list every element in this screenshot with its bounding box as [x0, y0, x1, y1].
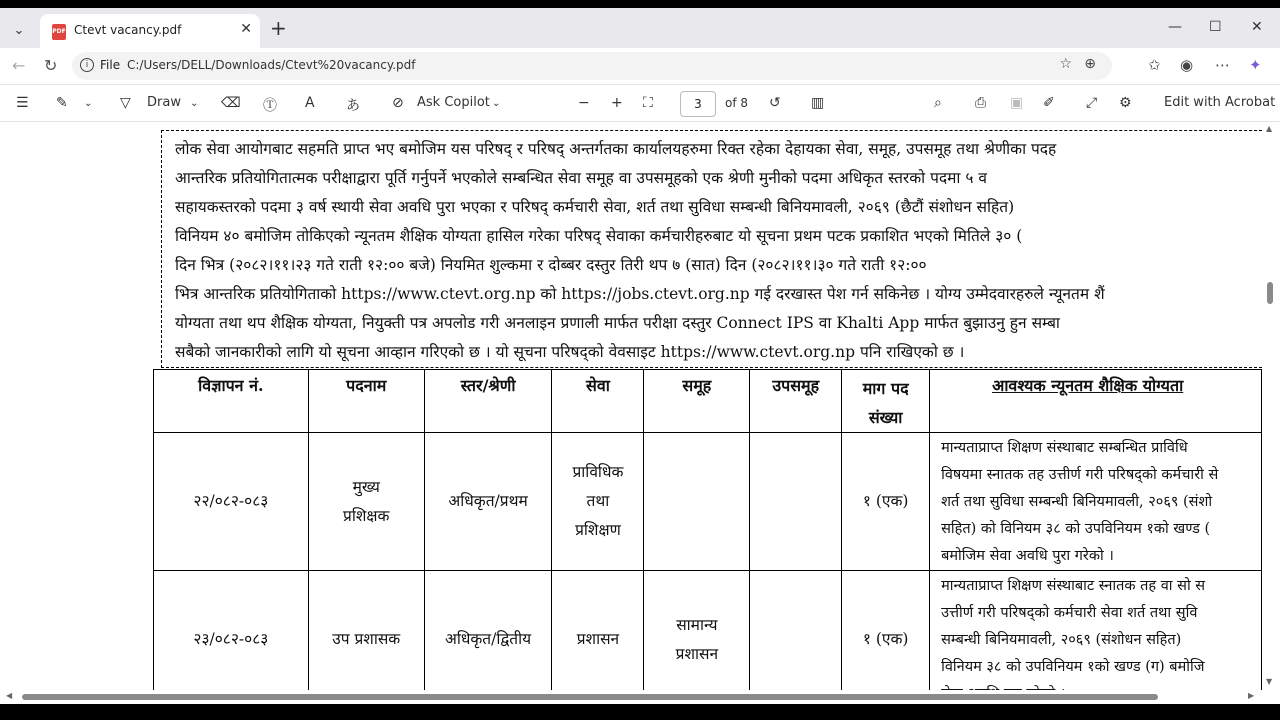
draw-dropdown-chevron-icon[interactable]: ⌄ [190, 98, 199, 109]
notice-line: दिन भित्र (२०८२।११।२३ गते राती १२:०० बजे) नियमित शुल्कमा र दोब्बर दस्तुर तिरी थप ७ (सात) दिन (२०८२।११।३० गते राती १२:०० [175, 256, 927, 274]
save-icon[interactable]: ▣ [1010, 95, 1024, 111]
scroll-right-arrow-icon[interactable]: ▶ [1248, 691, 1255, 700]
qualification-line: मान्यताप्राप्त शिक्षण संस्थाबाट सम्बन्धित प्राविधि [941, 440, 1188, 456]
cell-post: उप प्रशासक [308, 571, 424, 709]
edit-with-acrobat-button[interactable]: Edit with Acrobat [1164, 95, 1276, 110]
qualification-line: सहित) को विनियम ३८ को उपविनियम १को खण्ड ( [941, 521, 1211, 537]
cell-count: १ (एक) [842, 433, 930, 571]
tab-title: Ctevt vacancy.pdf [74, 23, 182, 37]
horizontal-scrollbar[interactable] [0, 690, 1280, 704]
qualification-line: उत्तीर्ण गरी परिषद्को कर्मचारी सेवा शर्त तथा सुवि [941, 605, 1198, 621]
vacancy-table [153, 369, 1262, 709]
favorites-icon[interactable]: ✩ [1148, 56, 1161, 74]
pdf-file-icon: PDF [52, 24, 66, 40]
pdf-toolbar [0, 84, 1280, 122]
page-number-input[interactable]: 3 [680, 91, 716, 117]
table-row [154, 571, 1262, 709]
cell-qualification [930, 571, 1262, 709]
more-options-icon[interactable]: ⋯ [1215, 56, 1230, 74]
print-icon[interactable]: ⎙ [975, 95, 987, 111]
cell-subgroup [750, 571, 842, 709]
qualification-line: बमोजिम सेवा अवधि पुरा गरेको । [941, 548, 1114, 564]
close-window-icon[interactable]: ✕ [1251, 19, 1263, 35]
highlight-icon[interactable]: ✎ [56, 95, 68, 111]
translate-icon[interactable]: あ [346, 98, 360, 114]
pdf-viewer[interactable] [0, 122, 1280, 690]
notice-line: सहायकस्तरको पदमा ३ वर्ष स्थायी सेवा अवधि पुरा भएका र परिषद् कर्मचारी सेवा, शर्त तथा सुविधा सम्बन्धी बिनियमावली, २०६९ (छैटौं संशोधन सहित) [175, 198, 1015, 216]
tab-actions-menu-button[interactable]: ⌄ [13, 23, 25, 38]
highlight-dropdown-chevron-icon[interactable]: ⌄ [84, 98, 93, 109]
cell-count: १ (एक) [842, 571, 930, 709]
notice-line: विनियम ४० बमोजिम तोकिएको न्यूनतम शैक्षिक योग्यता हासिल गरेका परिषद् सेवाका कर्मचारीहरुबाट यो सूचना प्रथम पटक प्रकाशित भएको मितिले ३० ( [175, 227, 1023, 245]
file-protocol-label: File [100, 58, 121, 72]
header-level: स्तर/श्रेणी [424, 370, 552, 433]
header-post: पदनाम [308, 370, 424, 433]
tab-strip [0, 8, 1280, 48]
cell-post: मुख्य प्रशिक्षक [308, 433, 424, 571]
qualification-line: शर्त तथा सुविधा सम्बन्धी बिनियमावली, २०६९ (संशो [941, 494, 1213, 510]
cell-adv-no: २२/०८२-०८३ [154, 433, 309, 571]
header-service: सेवा [552, 370, 644, 433]
draw-pen-icon[interactable]: ▽ [120, 95, 131, 111]
zoom-in-icon[interactable]: + [611, 95, 623, 111]
cell-service: प्रशासन [552, 571, 644, 709]
header-group: समूह [644, 370, 750, 433]
maximize-window-icon[interactable]: ☐ [1209, 19, 1222, 35]
settings-gear-icon[interactable]: ⚙ [1119, 95, 1132, 111]
notice-line: भित्र आन्तरिक प्रतियोगिताको https://www.ctevt.org.np को https://jobs.ctevt.org.np गई दरखास्त पेश गर्न सकिनेछ । योग्य उम्मेदवारहरुले न्यूनतम शैं [175, 285, 1105, 303]
favorite-star-icon[interactable]: ☆ [1059, 56, 1072, 72]
add-text-icon[interactable]: Ⓣ [263, 98, 277, 114]
page-view-icon[interactable]: ▥ [811, 95, 825, 111]
close-tab-icon[interactable]: ✕ [240, 21, 252, 37]
fit-page-icon[interactable]: ⛶ [643, 95, 653, 111]
cell-group [644, 433, 750, 571]
notice-line: योग्यता तथा थप शैक्षिक योग्यता, नियुक्ती पत्र अपलोड गरी अनलाइन प्रणाली मार्फत परीक्षा दस्तुर Connect IPS वा Khalti App मार्फत बुझाउनु हुन सम्बा [175, 314, 1060, 332]
header-post-count: माग पद संख्या [842, 370, 930, 433]
search-icon[interactable]: ⌕ [934, 95, 942, 111]
notice-line: लोक सेवा आयोगबाट सहमति प्राप्त भए बमोजिम यस परिषद् र परिषद् अन्तर्गतका कार्यालयहरुमा रिक्त रहेका देहायका सेवा, समूह, उपसमूह तथा श्रेणीका पदह [175, 140, 1057, 158]
table-header-row [154, 370, 1262, 433]
cell-service: प्राविधिक तथा प्रशिक्षण [552, 433, 644, 571]
copilot-dropdown-chevron-icon[interactable]: ⌄ [492, 98, 501, 109]
info-icon[interactable]: i [80, 58, 94, 72]
notice-paragraph [161, 130, 1262, 368]
header-qualification: आवश्यक न्यूनतम शैक्षिक योग्यता [992, 376, 1184, 395]
contents-list-icon[interactable]: ☰ [16, 95, 29, 111]
new-tab-plus-icon[interactable]: + [270, 16, 287, 40]
address-input[interactable] [72, 52, 1112, 80]
cell-level: अधिकृत/प्रथम [424, 433, 552, 571]
refresh-icon[interactable]: ↻ [44, 56, 58, 75]
scroll-up-arrow-icon[interactable]: ▲ [1266, 124, 1273, 133]
fullscreen-icon[interactable]: ⤢ [1086, 95, 1098, 111]
horizontal-scroll-thumb[interactable] [22, 694, 1158, 700]
pdf-page [0, 122, 1262, 690]
qualification-line: विनियम ३८ को उपविनियम १को खण्ड (ग) बमोजि [941, 659, 1205, 675]
qualification-line: विषयमा स्नातक तह उत्तीर्ण गरी परिषद्को कर्मचारी से [941, 467, 1219, 483]
url-text[interactable]: C:/Users/DELL/Downloads/Ctevt%20vacancy.pdf [127, 58, 416, 72]
draw-button[interactable]: Draw [147, 95, 181, 110]
address-bar-row [0, 48, 1280, 84]
cell-group: सामान्य प्रशासन [644, 571, 750, 709]
copilot-icon[interactable]: ✦ [1249, 56, 1262, 74]
notice-line: सबैको जानकारीको लागि यो सूचना आव्हान गरिएको छ । यो सूचना परिषद्को वेवसाइट https://www.ctevt.org.np पनि राखिएको छ । [175, 343, 965, 361]
minimize-window-icon[interactable]: — [1168, 19, 1182, 35]
eraser-icon[interactable]: ⌫ [221, 95, 241, 111]
zoom-out-icon[interactable]: − [578, 95, 590, 111]
header-subgroup: उपसमूह [750, 370, 842, 433]
cell-qualification [930, 433, 1262, 571]
zoom-icon[interactable]: ⊕ [1084, 56, 1096, 72]
scroll-down-arrow-icon[interactable]: ▼ [1266, 677, 1273, 686]
cell-subgroup [750, 433, 842, 571]
ask-copilot-button[interactable]: Ask Copilot [417, 95, 490, 110]
save-as-icon[interactable]: ✐ [1043, 95, 1055, 111]
notice-line: आन्तरिक प्रतियोगितात्मक परीक्षाद्वारा पूर्ति गर्नुपर्ने भएकोले सम्बन्धित सेवा समूह वा उपसमूहको एक श्रेणी मुनीको पदमा अधिकृत स्तरको पदमा ५ व [175, 169, 987, 187]
table-row [154, 433, 1262, 571]
rotate-icon[interactable]: ↺ [769, 95, 781, 111]
qualification-line: मान्यताप्राप्त शिक्षण संस्थाबाट स्नातक तह वा सो स [941, 578, 1206, 594]
header-advertisement-no: विज्ञापन नं. [154, 370, 309, 433]
tab-ctevt-vacancy[interactable] [40, 14, 260, 48]
profile-avatar[interactable]: ◉ [1180, 56, 1194, 74]
vertical-scrollbar[interactable] [1262, 122, 1280, 690]
back-arrow-icon[interactable]: ← [12, 56, 26, 75]
scroll-left-arrow-icon[interactable]: ◀ [6, 691, 13, 700]
cell-adv-no: २३/०८२-०८३ [154, 571, 309, 709]
copilot-small-icon[interactable]: ⊘ [392, 95, 404, 111]
header-qualification-cell [930, 370, 1262, 433]
page-total-label: of 8 [725, 96, 749, 110]
qualification-line: सम्बन्धी बिनियमावली, २०६९ (संशोधन सहित) [941, 632, 1182, 648]
vertical-scroll-thumb[interactable] [1267, 282, 1273, 304]
cell-level: अधिकृत/द्वितीय [424, 571, 552, 709]
text-format-icon[interactable]: A [305, 95, 315, 111]
